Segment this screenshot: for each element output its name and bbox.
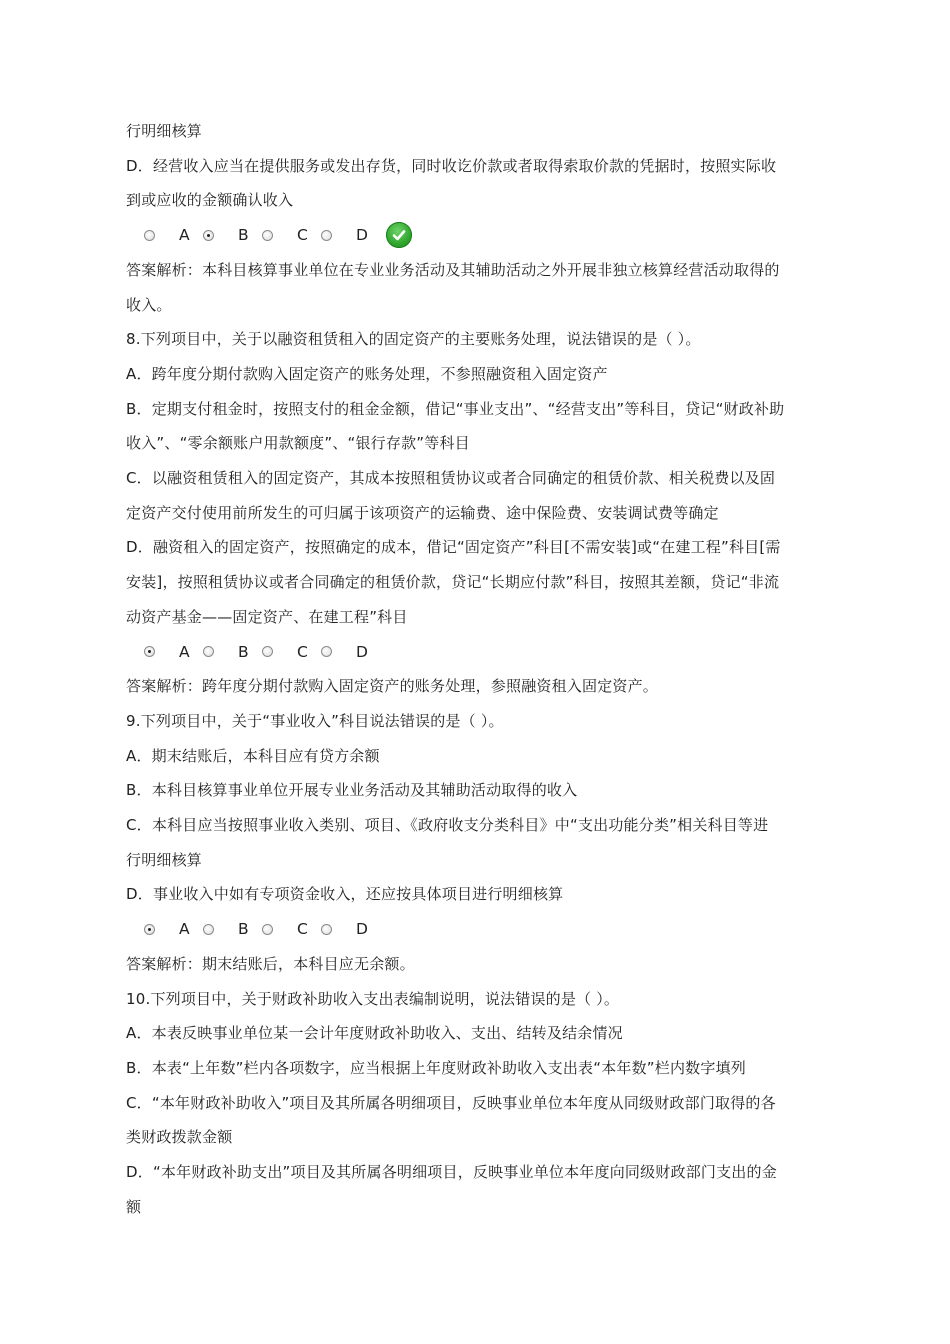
text-line: 10.下列项目中，关于财政补助收入支出表编制说明，说法错误的是（ ）。 — [126, 989, 620, 1008]
text-line: 9.下列项目中，关于“事业收入”科目说法错误的是（ ）。 — [126, 711, 504, 730]
text-line: 定资产交付使用前所发生的可归属于该项资产的运输费、途中保险费、安装调试费等确定 — [126, 503, 719, 522]
text-line: A．跨年度分期付款购入固定资产的账务处理，不参照融资租入固定资产 — [126, 364, 608, 383]
radio-button[interactable] — [144, 230, 155, 241]
option-b[interactable] — [203, 643, 262, 661]
radio-button[interactable] — [262, 924, 273, 935]
option-d[interactable] — [321, 920, 380, 938]
option-label: D — [356, 920, 368, 939]
option-b[interactable] — [203, 226, 262, 244]
option-c[interactable] — [262, 226, 321, 244]
answer-options — [126, 218, 838, 253]
text-line: 类财政拨款金额 — [126, 1128, 233, 1147]
text-line: 答案解析：跨年度分期付款购入固定资产的账务处理，参照融资租入固定资产。 — [126, 677, 659, 696]
text-line: 收入”、“零余额账户用款额度”、“银行存款”等科目 — [126, 434, 470, 453]
option-a[interactable] — [144, 920, 203, 938]
text-line: A．期末结账后，本科目应有贷方余额 — [126, 746, 380, 765]
option-a[interactable] — [144, 643, 203, 661]
option-d[interactable] — [321, 226, 380, 244]
text-line: 答案解析：期末结账后，本科目应无余额。 — [126, 954, 415, 973]
option-label: B — [238, 226, 249, 245]
text-line: D．事业收入中如有专项资金收入，还应按具体项目进行明细核算 — [126, 885, 564, 904]
text-line: 8.下列项目中，关于以融资租赁租入的固定资产的主要账务处理，说法错误的是（ ）。 — [126, 330, 701, 349]
answer-options — [126, 635, 838, 670]
radio-button[interactable] — [262, 646, 273, 657]
option-label: A — [179, 226, 190, 245]
option-a[interactable] — [144, 226, 203, 244]
answer-options — [126, 912, 838, 947]
text-line: 动资产基金——固定资产、在建工程”科目 — [126, 607, 408, 626]
option-label: C — [297, 226, 308, 245]
radio-button[interactable] — [144, 924, 155, 935]
text-line: 行明细核算 — [126, 850, 203, 869]
text-line: D．经营收入应当在提供服务或发出存货，同时收讫价款或者取得索取价款的凭据时，按照实际收 — [126, 156, 777, 175]
radio-button[interactable] — [262, 230, 273, 241]
option-label: D — [356, 642, 368, 661]
option-c[interactable] — [262, 643, 321, 661]
option-c[interactable] — [262, 920, 321, 938]
correct-check-icon — [386, 222, 412, 248]
radio-button[interactable] — [144, 646, 155, 657]
text-line: B．本表“上年数”栏内各项数字，应当根据上年度财政补助收入支出表“本年数”栏内数字填列 — [126, 1058, 746, 1077]
option-label: A — [179, 920, 190, 939]
option-label: C — [297, 642, 308, 661]
text-line: B．定期支付租金时，按照支付的租金金额，借记“事业支出”、“经营支出”等科目，贷记“财政补助 — [126, 399, 785, 418]
text-line: D．“本年财政补助支出”项目及其所属各明细项目，反映事业单位本年度向同级财政部门支出的金 — [126, 1163, 777, 1182]
option-label: B — [238, 920, 249, 939]
text-line: 额 — [126, 1197, 142, 1216]
text-line: C．以融资租赁租入的固定资产，其成本按照租赁协议或者合同确定的租赁价款、相关税费以及固 — [126, 469, 776, 488]
option-label: D — [356, 226, 368, 245]
text-line: C．“本年财政补助收入”项目及其所属各明细项目，反映事业单位本年度从同级财政部门取得的各 — [126, 1093, 776, 1112]
text-line: A．本表反映事业单位某一会计年度财政补助收入、支出、结转及结余情况 — [126, 1024, 623, 1043]
exam-content — [126, 114, 838, 1224]
text-line: 收入。 — [126, 295, 172, 314]
option-label: C — [297, 920, 308, 939]
text-line: C．本科目应当按照事业收入类别、项目、《政府收支分类科目》中“支出功能分类”相关科目等进 — [126, 816, 769, 835]
radio-button[interactable] — [321, 230, 332, 241]
text-line: B．本科目核算事业单位开展专业业务活动及其辅助活动取得的收入 — [126, 781, 578, 800]
radio-button[interactable] — [203, 230, 214, 241]
text-line: 行明细核算 — [126, 122, 203, 140]
text-line: 答案解析：本科目核算事业单位在专业业务活动及其辅助活动之外开展非独立核算经营活动取得的 — [126, 260, 780, 279]
radio-button[interactable] — [321, 646, 332, 657]
option-label: B — [238, 642, 249, 661]
text-line: 安装]，按照租赁协议或者合同确定的租赁价款，贷记“长期应付款”科目，按照其差额，贷记“非流 — [126, 573, 780, 592]
option-b[interactable] — [203, 920, 262, 938]
radio-button[interactable] — [203, 646, 214, 657]
text-line: D．融资租入的固定资产，按照确定的成本，借记“固定资产”科目[不需安装]或“在建工程”科目[需 — [126, 538, 781, 557]
radio-button[interactable] — [203, 924, 214, 935]
option-d[interactable] — [321, 643, 380, 661]
text-line: 到或应收的金额确认收入 — [126, 191, 294, 210]
radio-button[interactable] — [321, 924, 332, 935]
option-label: A — [179, 642, 190, 661]
